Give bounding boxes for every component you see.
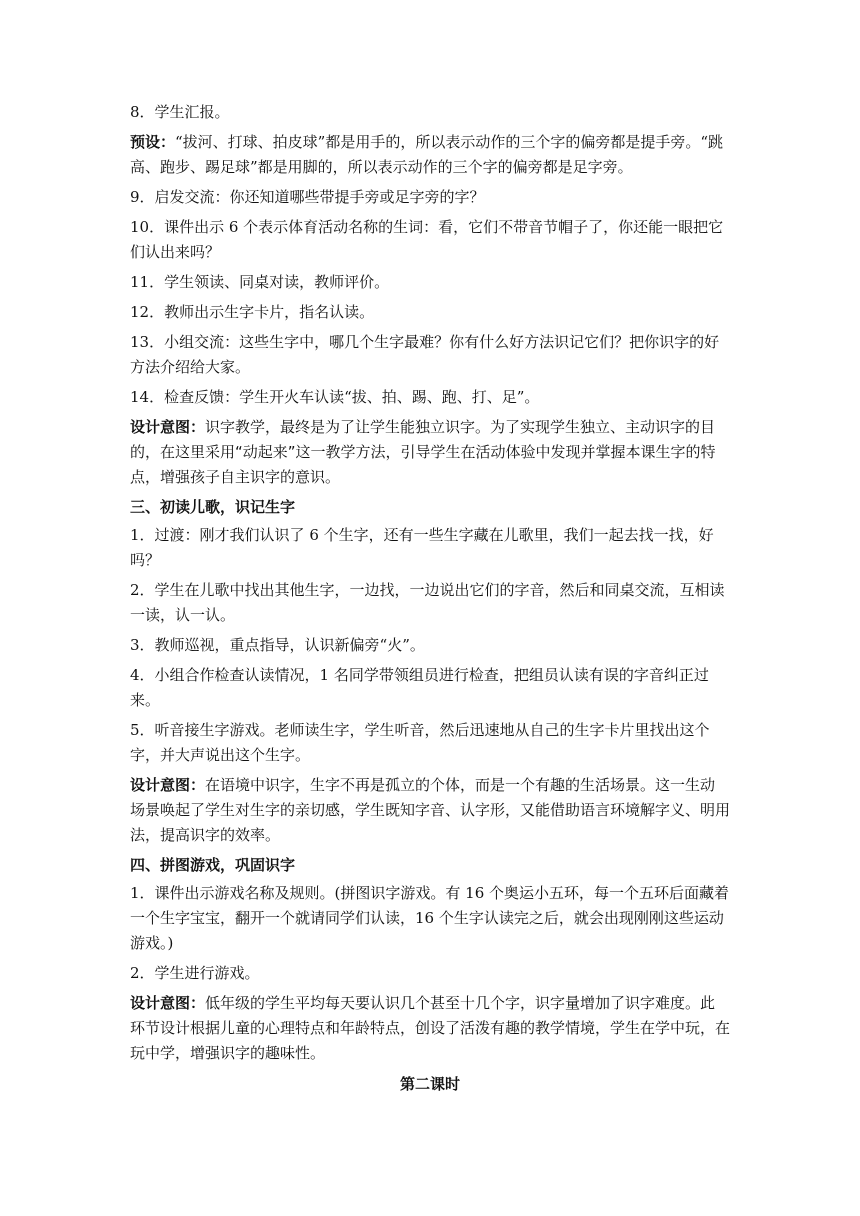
section-4-step-2: 2．学生进行游戏。 bbox=[130, 964, 260, 982]
design-intent-text: 识字教学，最终是为了让学生能独立识字。为了实现学生独立、主动识字的目的，在这里采用“动起来”这一教学方法，引导学生在活动体验中发现并掌握本课生字的特点，增强孩子自主识字的意识。 bbox=[130, 418, 716, 486]
step-9: 9．启发交流：你还知道哪些带提手旁或足字旁的字？ bbox=[130, 188, 485, 206]
section-3-step-4: 4．小组合作检查认读情况，1 名同学带领组员进行检查，把组员认读有误的字音纠正过来。 bbox=[130, 666, 709, 709]
preset-text: “拔河、打球、拍皮球”都是用手的，所以表示动作的三个字的偏旁都是提手旁。“跳高、跑步、踢足球”都是用脚的，所以表示动作的三个字的偏旁都是足字旁。 bbox=[130, 133, 724, 176]
preset-label: 预设： bbox=[130, 133, 176, 151]
design-intent-label: 设计意图： bbox=[130, 776, 206, 794]
design-intent-label: 设计意图： bbox=[130, 418, 206, 436]
design-intent-1 bbox=[130, 415, 730, 490]
step-11: 11．学生领读、同桌对读，教师评价。 bbox=[130, 273, 390, 291]
section-4-step-1: 1．课件出示游戏名称及规则。(拼图识字游戏。有 16 个奥运小五环，每一个五环后面藏着一个生字宝宝，翻开一个就请同学们认读，16 个生字认读完之后，就会出现刚刚这些运动游戏。) bbox=[130, 884, 730, 952]
design-intent-text: 低年级的学生平均每天要认识几个甚至十几个字，识字量增加了识字难度。此环节设计根据儿童的心理特点和年龄特点，创设了活泼有趣的教学情境，学生在学中玩，在玩中学，增强识字的趣味性。 bbox=[130, 994, 731, 1062]
section-3-step-2: 2．学生在儿歌中找出其他生字，一边找，一边说出它们的字音，然后和同桌交流，互相读一读，认一认。 bbox=[130, 581, 725, 624]
step-8: 8．学生汇报。 bbox=[130, 103, 230, 121]
section-3-step-5: 5．听音接生字游戏。老师读生字，学生听音，然后迅速地从自己的生字卡片里找出这个字，并大声说出这个生字。 bbox=[130, 721, 710, 764]
section-3-step-3: 3．教师巡视，重点指导，认识新偏旁“火”。 bbox=[130, 636, 425, 654]
design-intent-2 bbox=[130, 773, 730, 848]
section-4-heading: 四、拼图游戏，巩固识字 bbox=[130, 856, 296, 874]
step-14: 14．检查反馈：学生开火车认读“拔、拍、踢、跑、打、足”。 bbox=[130, 388, 540, 406]
design-intent-label: 设计意图： bbox=[130, 994, 206, 1012]
section-3-step-1: 1．过渡：刚才我们认识了 6 个生字，还有一些生字藏在儿歌里，我们一起去找一找，好吗？ bbox=[130, 526, 714, 569]
lesson-2-heading: 第二课时 bbox=[399, 1075, 460, 1093]
step-12: 12．教师出示生字卡片，指名认读。 bbox=[130, 303, 375, 321]
document-body bbox=[130, 100, 730, 1102]
design-intent-3 bbox=[130, 991, 730, 1066]
section-3-heading: 三、初读儿歌，识记生字 bbox=[130, 498, 296, 516]
preset-paragraph bbox=[130, 130, 730, 180]
step-13: 13．小组交流：这些生字中，哪几个生字最难？你有什么好方法识记它们？把你识字的好方法介绍给大家。 bbox=[130, 333, 720, 376]
step-10: 10．课件出示 6 个表示体育活动名称的生词：看，它们不带音节帽子了，你还能一眼把它们认出来吗？ bbox=[130, 218, 724, 261]
design-intent-text: 在语境中识字，生字不再是孤立的个体，而是一个有趣的生活场景。这一生动场景唤起了学生对生字的亲切感，学生既知字音、认字形，又能借助语言环境解字义、明用法，提高识字的效率。 bbox=[130, 776, 731, 844]
